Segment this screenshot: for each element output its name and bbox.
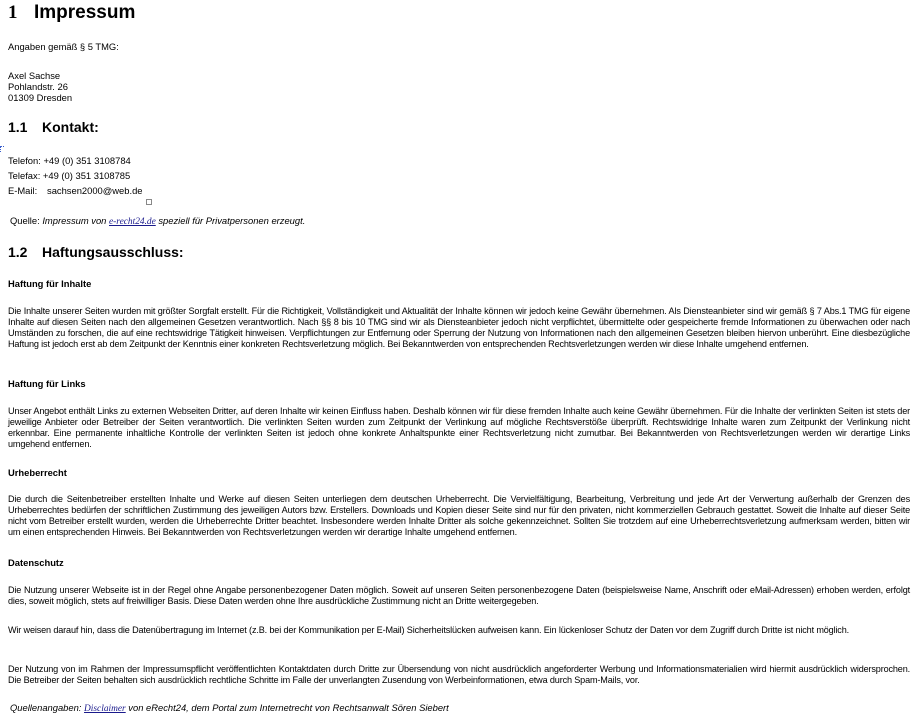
- address-street: Pohlandstr. 26: [8, 81, 68, 92]
- source-italic-before: Impressum von: [42, 215, 109, 226]
- privacy-text-3: Der Nutzung von im Rahmen der Impressumspflicht veröffentlichten Kontaktdaten durch Dritte zur Übersendung von nicht ausdrücklich angeforderter Werbung und Informationsmaterialien wird hiermit ausdrücklich widersprochen. Die Betreiber der Seiten behalten sich ausdrücklich rechtliche Schritte im Falle der unverlangten Zusendung von Werbeinformationen, etwa durch Spam-Mails, vor.: [8, 664, 910, 685]
- link-liability-text: Unser Angebot enthält Links zu externen Webseiten Dritter, auf deren Inhalte wir keinen Einfluss haben. Deshalb können wir für diese fremden Inhalte auch keine Gewähr übernehmen. Für die Inhalte der verlinkten Seiten ist stets der jeweilige Anbieter oder Betreiber der Seiten verantwortlich. Die verlinkten Seiten wurden zum Zeitpunkt der Verlinkung auf mögliche Rechtsverstöße überprüft. Rechtswidrige Inhalte waren zum Zeitpunkt der Verlinkung nicht erkennbar. Eine permanente inhaltliche Kontrolle der verlinkten Seiten ist jedoch ohne konkrete Anhaltspunkte einer Rechtsverletzung nicht zumutbar. Bei Bekanntwerden von Rechtsverletzungen werden wir derartige Links umgehend entfernen.: [8, 406, 910, 449]
- address-city: 01309 Dresden: [8, 92, 73, 103]
- heading-number: 1.1: [8, 119, 28, 135]
- footer-prefix: Quellenangaben:: [10, 702, 85, 713]
- text-anchor-marker: [0, 146, 4, 152]
- address-name: Axel Sachse: [8, 70, 61, 81]
- heading-text: Kontakt:: [42, 119, 99, 135]
- content-liability-text: Die Inhalte unserer Seiten wurden mit größter Sorgfalt erstellt. Für die Richtigkeit, Vollständigkeit und Aktualität der Inhalte können wir jedoch keine Gewähr übernehmen. Als Diensteanbieter sind wir gemäß § 7 Abs.1 TMG für eigene Inhalte auf diesen Seiten nach den allgemeinen Gesetzen verantwortlich. Nach §§ 8 bis 10 TMG sind wir als Diensteanbieter jedoch nicht verpflichtet, übermittelte oder gespeicherte fremde Informationen zu überwachen oder nach Umständen zu forschen, die auf eine rechtswidrige Tätigkeit hinweisen. Verpflichtungen zur Entfernung oder Sperrung der Nutzung von Informationen nach den allgemeinen Gesetzen bleiben hiervon unberührt. Eine diesbezügliche Haftung ist jedoch erst ab dem Zeitpunkt der Kenntnis einer konkreten Rechtsverletzung möglich. Bei Bekanntwerden von entsprechenden Rechtsverletzungen werden wir diese Inhalte umgehend entfernen.: [8, 306, 910, 349]
- source-italic-after: speziell für Privatpersonen erzeugt.: [155, 215, 306, 226]
- contact-email: [8, 185, 143, 196]
- link-liability-heading: Haftung für Links: [8, 378, 86, 389]
- email-label: E-Mail:: [8, 185, 38, 196]
- heading-text: Impressum: [34, 2, 136, 23]
- field-marker-icon: [146, 199, 152, 205]
- liability-heading: [8, 244, 184, 260]
- content-liability-heading: Haftung für Inhalte: [8, 278, 92, 289]
- page-title: [8, 2, 135, 24]
- copyright-text: Die durch die Seitenbetreiber erstellten Inhalte und Werke auf diesen Seiten unterliegen dem deutschen Urheberrecht. Die Vervielfältigung, Bearbeitung, Verbreitung und jede Art der Verwertung außerhalb der Grenzen des Urheberrechtes bedürfen der schriftlichen Zustimmung des jeweiligen Autors bzw. Erstellers. Downloads und Kopien dieser Seite sind nur für den privaten, nicht kommerziellen Gebrauch gestattet. Soweit die Inhalte auf dieser Seite nicht vom Betreiber erstellt wurden, werden die Urheberrechte Dritter beachtet. Insbesondere werden Inhalte Dritter als solche gekennzeichnet. Sollten Sie trotzdem auf eine Urheberrechtsverletzung aufmerksam werden, bitten wir um einen entsprechenden Hinweis. Bei Bekanntwerden von Rechtsverletzungen werden wir derartige Inhalte umgehend entfernen.: [8, 494, 910, 537]
- email-value[interactable]: sachsen2000@web.de: [47, 185, 143, 196]
- copyright-heading: Urheberrecht: [8, 467, 67, 478]
- disclaimer-link[interactable]: Disclaimer: [84, 704, 126, 714]
- heading-number: 1: [8, 2, 18, 23]
- contact-phone: Telefon: +49 (0) 351 3108784: [8, 155, 131, 166]
- intro-text: Angaben gemäß § 5 TMG:: [8, 41, 119, 52]
- footer-suffix: von eRecht24, dem Portal zum Internetrecht von Rechtsanwalt Sören Siebert: [125, 702, 449, 713]
- privacy-text-1: Die Nutzung unserer Webseite ist in der Regel ohne Angabe personenbezogener Daten möglich. Soweit auf unseren Seiten personenbezogene Daten (beispielsweise Name, Anschrift oder eMail-Adressen) erhoben werden, erfolgt dies, soweit möglich, stets auf freiwilliger Basis. Diese Daten werden ohne Ihre ausdrückliche Zustimmung nicht an Dritte weitergegeben.: [8, 585, 910, 606]
- source-note: [10, 215, 305, 228]
- contact-fax: Telefax: +49 (0) 351 3108785: [8, 170, 131, 181]
- source-prefix: Quelle:: [10, 215, 43, 226]
- privacy-text-2: Wir weisen darauf hin, dass die Datenübertragung im Internet (z.B. bei der Kommunikation per E-Mail) Sicherheitslücken aufweisen kann. Ein lückenloser Schutz der Daten vor dem Zugriff durch Dritte ist nicht möglich.: [8, 625, 849, 635]
- privacy-heading: Datenschutz: [8, 557, 64, 568]
- footer-source: [10, 702, 449, 715]
- source-link[interactable]: e-recht24.de: [109, 217, 156, 227]
- contact-heading: [8, 119, 99, 135]
- heading-text: Haftungsausschluss:: [42, 244, 184, 260]
- heading-number: 1.2: [8, 244, 28, 260]
